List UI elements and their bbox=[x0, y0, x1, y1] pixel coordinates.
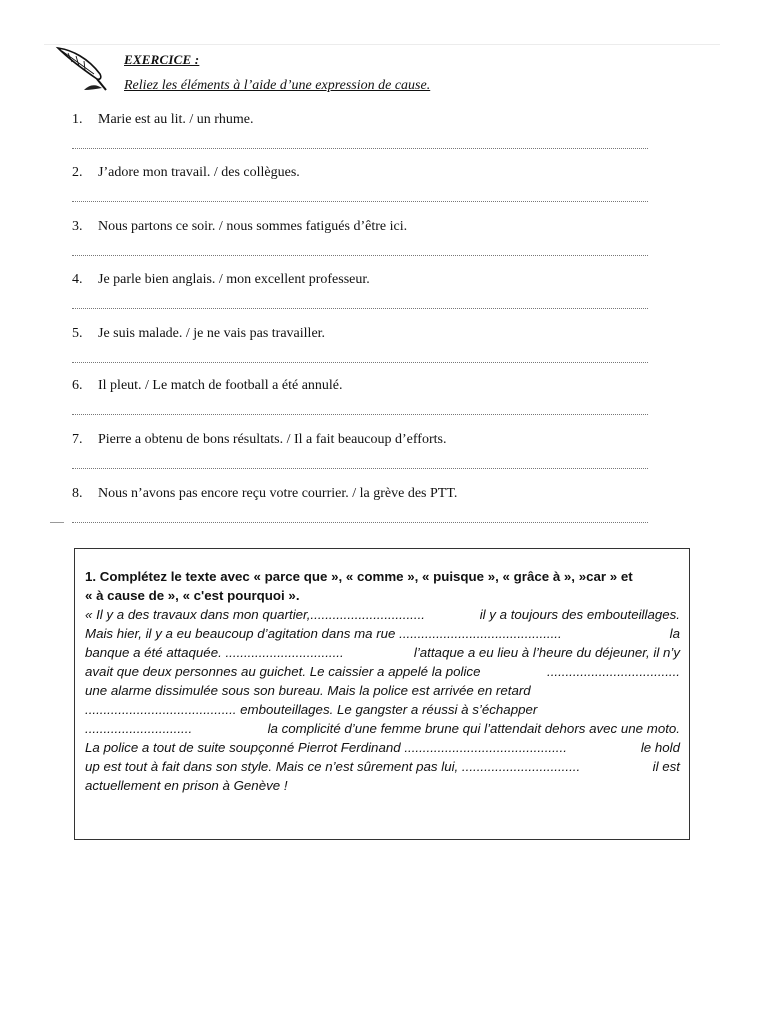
exercise-item-2 bbox=[72, 165, 300, 181]
item-text: Nous partons ce soir. / nous sommes fatigués d’être ici. bbox=[98, 219, 408, 234]
item-text: Marie est au lit. / un rhume. bbox=[98, 112, 254, 127]
cloze-text: le hold bbox=[640, 740, 680, 755]
item-text: Je parle bien anglais. / mon excellent professeur. bbox=[98, 272, 370, 287]
item-text: J’adore mon travail. / des collègues. bbox=[98, 165, 300, 180]
cloze-line-9 bbox=[85, 757, 680, 776]
cloze-line-2 bbox=[85, 624, 680, 643]
item-number: 4. bbox=[72, 272, 83, 287]
cloze-text: une alarme dissimulée sous son bureau. Mais la police est arrivée en retard bbox=[85, 683, 531, 698]
item-number: 3. bbox=[72, 219, 83, 234]
cloze-text: La police a tout de suite soupçonné Pierrot Ferdinand ............................................ bbox=[85, 740, 567, 755]
cloze-line-8 bbox=[85, 738, 680, 757]
cloze-text: il est bbox=[652, 759, 680, 774]
exercise-item-4 bbox=[72, 272, 370, 288]
exercise-item-7 bbox=[72, 432, 446, 448]
quill-icon bbox=[54, 44, 110, 94]
exercise-item-3 bbox=[72, 219, 407, 235]
answer-line-5[interactable] bbox=[72, 362, 648, 363]
exercise-title: EXERCICE : bbox=[124, 52, 200, 67]
cloze-line-7 bbox=[85, 719, 680, 738]
cloze-title-line-2: « à cause de », « c'est pourquoi ». bbox=[85, 588, 300, 603]
exercise-instruction: Reliez les éléments à l’aide d’une expression de cause. bbox=[124, 78, 431, 93]
item-number: 7. bbox=[72, 432, 83, 447]
cloze-text: avait que deux personnes au guichet. Le caissier a appelé la police bbox=[85, 664, 481, 679]
exercise-item-6 bbox=[72, 378, 343, 394]
margin-dash bbox=[50, 522, 64, 523]
item-text: Nous n’avons pas encore reçu votre courrier. / la grève des PTT. bbox=[98, 486, 458, 501]
cloze-line-5 bbox=[85, 681, 680, 700]
cloze-title-line-1: 1. Complétez le texte avec « parce que », « comme », « puisque », « grâce à », »car » et bbox=[85, 569, 633, 584]
cloze-text: Mais hier, il y a eu beaucoup d’agitation dans ma rue ............................................ bbox=[85, 626, 562, 641]
item-text: Pierre a obtenu de bons résultats. / Il a fait beaucoup d’efforts. bbox=[98, 432, 447, 447]
item-number: 2. bbox=[72, 165, 83, 180]
answer-line-3[interactable] bbox=[72, 255, 648, 256]
top-rule bbox=[44, 44, 720, 45]
cloze-text: ......................................... embouteillages. Le gangster a réussi à s’échapper bbox=[85, 702, 538, 717]
cloze-text: l’attaque a eu lieu à l’heure du déjeuner, il n’y bbox=[413, 645, 680, 660]
cloze-exercise-box bbox=[74, 548, 690, 840]
item-number: 1. bbox=[72, 112, 83, 127]
answer-line-4[interactable] bbox=[72, 308, 648, 309]
cloze-text: actuellement en prison à Genève ! bbox=[85, 778, 288, 793]
cloze-text: ............................. bbox=[85, 721, 193, 736]
exercise-item-8 bbox=[72, 486, 457, 502]
item-number: 8. bbox=[72, 486, 83, 501]
answer-line-1[interactable] bbox=[72, 148, 648, 149]
item-text: Je suis malade. / je ne vais pas travailler. bbox=[98, 326, 326, 341]
exercise-item-1 bbox=[72, 112, 254, 128]
cloze-text: « Il y a des travaux dans mon quartier,............................... bbox=[85, 607, 425, 622]
item-number: 5. bbox=[72, 326, 83, 341]
answer-line-6[interactable] bbox=[72, 414, 648, 415]
cloze-text: up est tout à fait dans son style. Mais ce n’est sûrement pas lui, ................................ bbox=[85, 759, 581, 774]
cloze-line-3 bbox=[85, 643, 680, 662]
cloze-text: la complicité d’une femme brune qui l’attendait dehors avec une moto. bbox=[267, 721, 680, 736]
item-text: Il pleut. / Le match de football a été annulé. bbox=[98, 378, 343, 393]
cloze-line-10 bbox=[85, 776, 680, 795]
cloze-line-1 bbox=[85, 605, 680, 624]
item-number: 6. bbox=[72, 378, 83, 393]
cloze-text: banque a été attaquée. ................................ bbox=[85, 645, 344, 660]
answer-line-7[interactable] bbox=[72, 468, 648, 469]
cloze-text: .................................... bbox=[547, 664, 680, 679]
cloze-text: la bbox=[669, 626, 680, 641]
answer-line-2[interactable] bbox=[72, 201, 648, 202]
cloze-line-6 bbox=[85, 700, 680, 719]
cloze-text: il y a toujours des embouteillages. bbox=[479, 607, 680, 622]
cloze-line-4 bbox=[85, 662, 680, 681]
answer-line-8[interactable] bbox=[72, 522, 648, 523]
exercise-item-5 bbox=[72, 326, 325, 342]
